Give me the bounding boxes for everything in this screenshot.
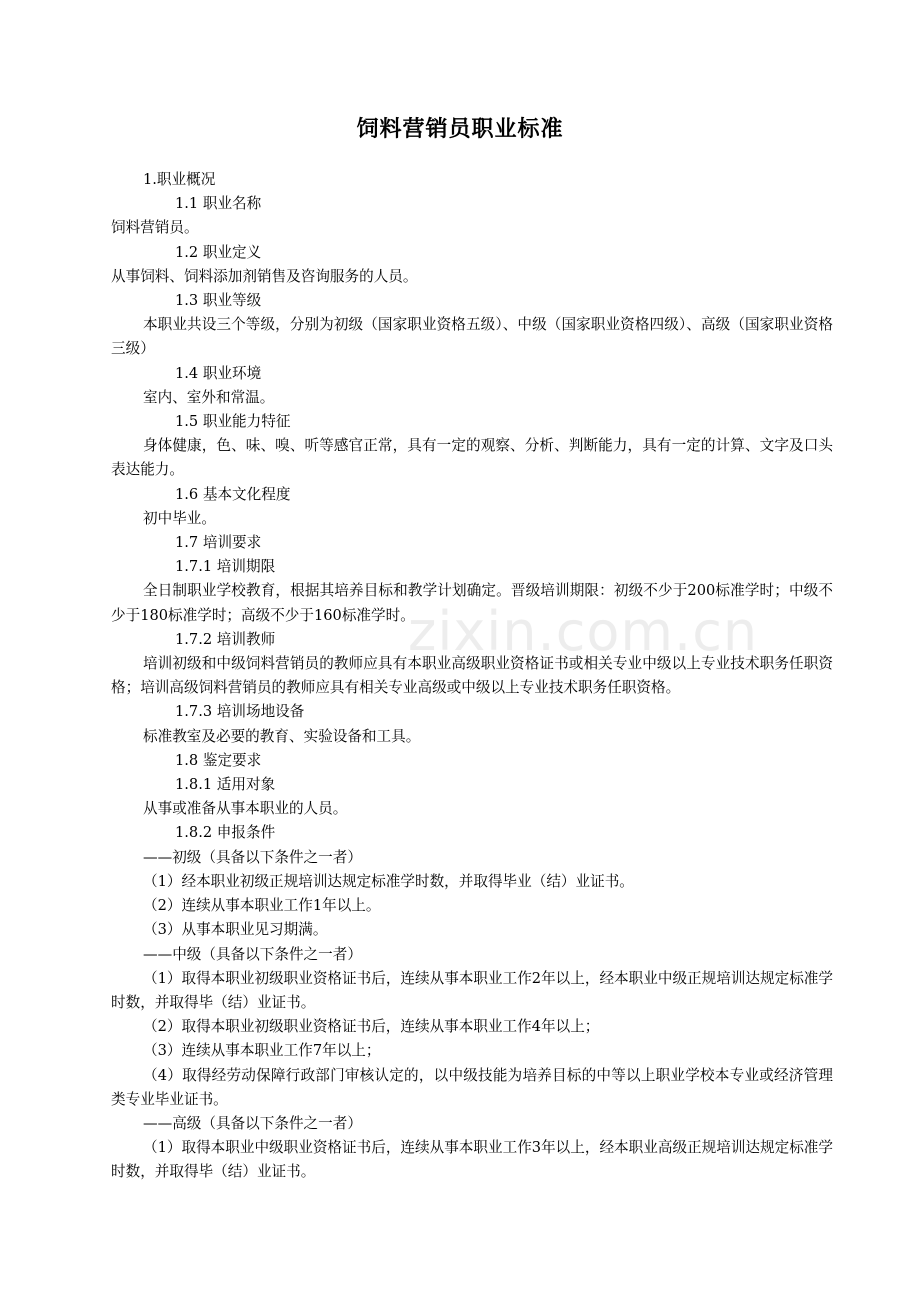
paragraph: 室内、室外和常温。 bbox=[143, 388, 275, 406]
section-heading: 1.职业概况 bbox=[143, 171, 216, 188]
section-heading: 1.6 基本文化程度 bbox=[175, 485, 291, 503]
level-heading-junior: ——初级（具备以下条件之一者） bbox=[143, 848, 362, 866]
section-heading: 1.3 职业等级 bbox=[175, 292, 262, 310]
document-title: 饲料营销员职业标准 bbox=[356, 116, 564, 142]
paragraph: 身体健康，色、味、嗅、听等感官正常，具有一定的观察、分析、判断能力，具有一定的计算、文字及口头表达能力。 bbox=[111, 437, 833, 479]
paragraph: 饲料营销员。 bbox=[111, 219, 199, 237]
subsection-heading: 1.7.3 培训场地设备 bbox=[175, 703, 305, 721]
list-item: （1）取得本职业中级职业资格证书后，连续从事本职业工作3年以上，经本职业高级正规培训达规定标准学时数，并取得毕（结）业证书。 bbox=[111, 1139, 833, 1181]
list-item: （3）连续从事本职业工作7年以上； bbox=[143, 1042, 381, 1060]
paragraph: 标准教室及必要的教育、实验设备和工具。 bbox=[143, 727, 421, 745]
paragraph: 从事或准备从事本职业的人员。 bbox=[143, 800, 348, 818]
section-heading: 1.2 职业定义 bbox=[175, 243, 262, 261]
paragraph: 培训初级和中级饲料营销员的教师应具有本职业高级职业资格证书或相关专业中级以上专业技术职务任职资格；培训高级饲料营销员的教师应具有相关专业高级或中级以上专业技术职务任职资格。 bbox=[111, 655, 833, 697]
subsection-heading: 1.7.2 培训教师 bbox=[175, 630, 276, 648]
level-heading-senior: ——高级（具备以下条件之一者） bbox=[143, 1114, 362, 1132]
section-heading: 1.5 职业能力特征 bbox=[175, 413, 291, 431]
list-item: （1）经本职业初级正规培训达规定标准学时数，并取得毕业（结）业证书。 bbox=[143, 872, 634, 890]
section-heading: 1.1 职业名称 bbox=[175, 195, 262, 213]
paragraph: 初中毕业。 bbox=[143, 509, 216, 527]
list-item: （2）取得本职业初级职业资格证书后，连续从事本职业工作4年以上； bbox=[143, 1018, 600, 1036]
document-body bbox=[111, 168, 833, 1185]
section-heading: 1.8 鉴定要求 bbox=[175, 751, 262, 769]
section-heading: 1.7 培训要求 bbox=[175, 534, 262, 552]
list-item: （4）取得经劳动保障行政部门审核认定的，以中级技能为培养目标的中等以上职业学校本专业或经济管理类专业毕业证书。 bbox=[111, 1066, 833, 1108]
section-heading: 1.4 职业环境 bbox=[175, 364, 262, 382]
watermark: zixin.com.cn bbox=[408, 600, 759, 663]
paragraph: 全日制职业学校教育，根据其培养目标和教学计划确定。晋级培训期限：初级不少于200标准学时；中级不少于180标准学时；高级不少于160标准学时。 bbox=[111, 582, 833, 624]
level-heading-middle: ——中级（具备以下条件之一者） bbox=[143, 945, 362, 963]
subsection-heading: 1.7.1 培训期限 bbox=[175, 558, 276, 576]
paragraph: 本职业共设三个等级，分别为初级（国家职业资格五级）、中级（国家职业资格四级）、高级（国家职业资格三级） bbox=[111, 316, 833, 358]
subsection-heading: 1.8.2 申报条件 bbox=[175, 824, 276, 842]
list-item: （2）连续从事本职业工作1年以上。 bbox=[143, 897, 381, 915]
subsection-heading: 1.8.1 适用对象 bbox=[175, 776, 276, 794]
paragraph: 从事饲料、饲料添加剂销售及咨询服务的人员。 bbox=[111, 267, 418, 285]
list-item: （3）从事本职业见习期满。 bbox=[143, 921, 328, 939]
list-item: （1）取得本职业初级职业资格证书后，连续从事本职业工作2年以上，经本职业中级正规培训达规定标准学时数，并取得毕（结）业证书。 bbox=[111, 969, 833, 1011]
